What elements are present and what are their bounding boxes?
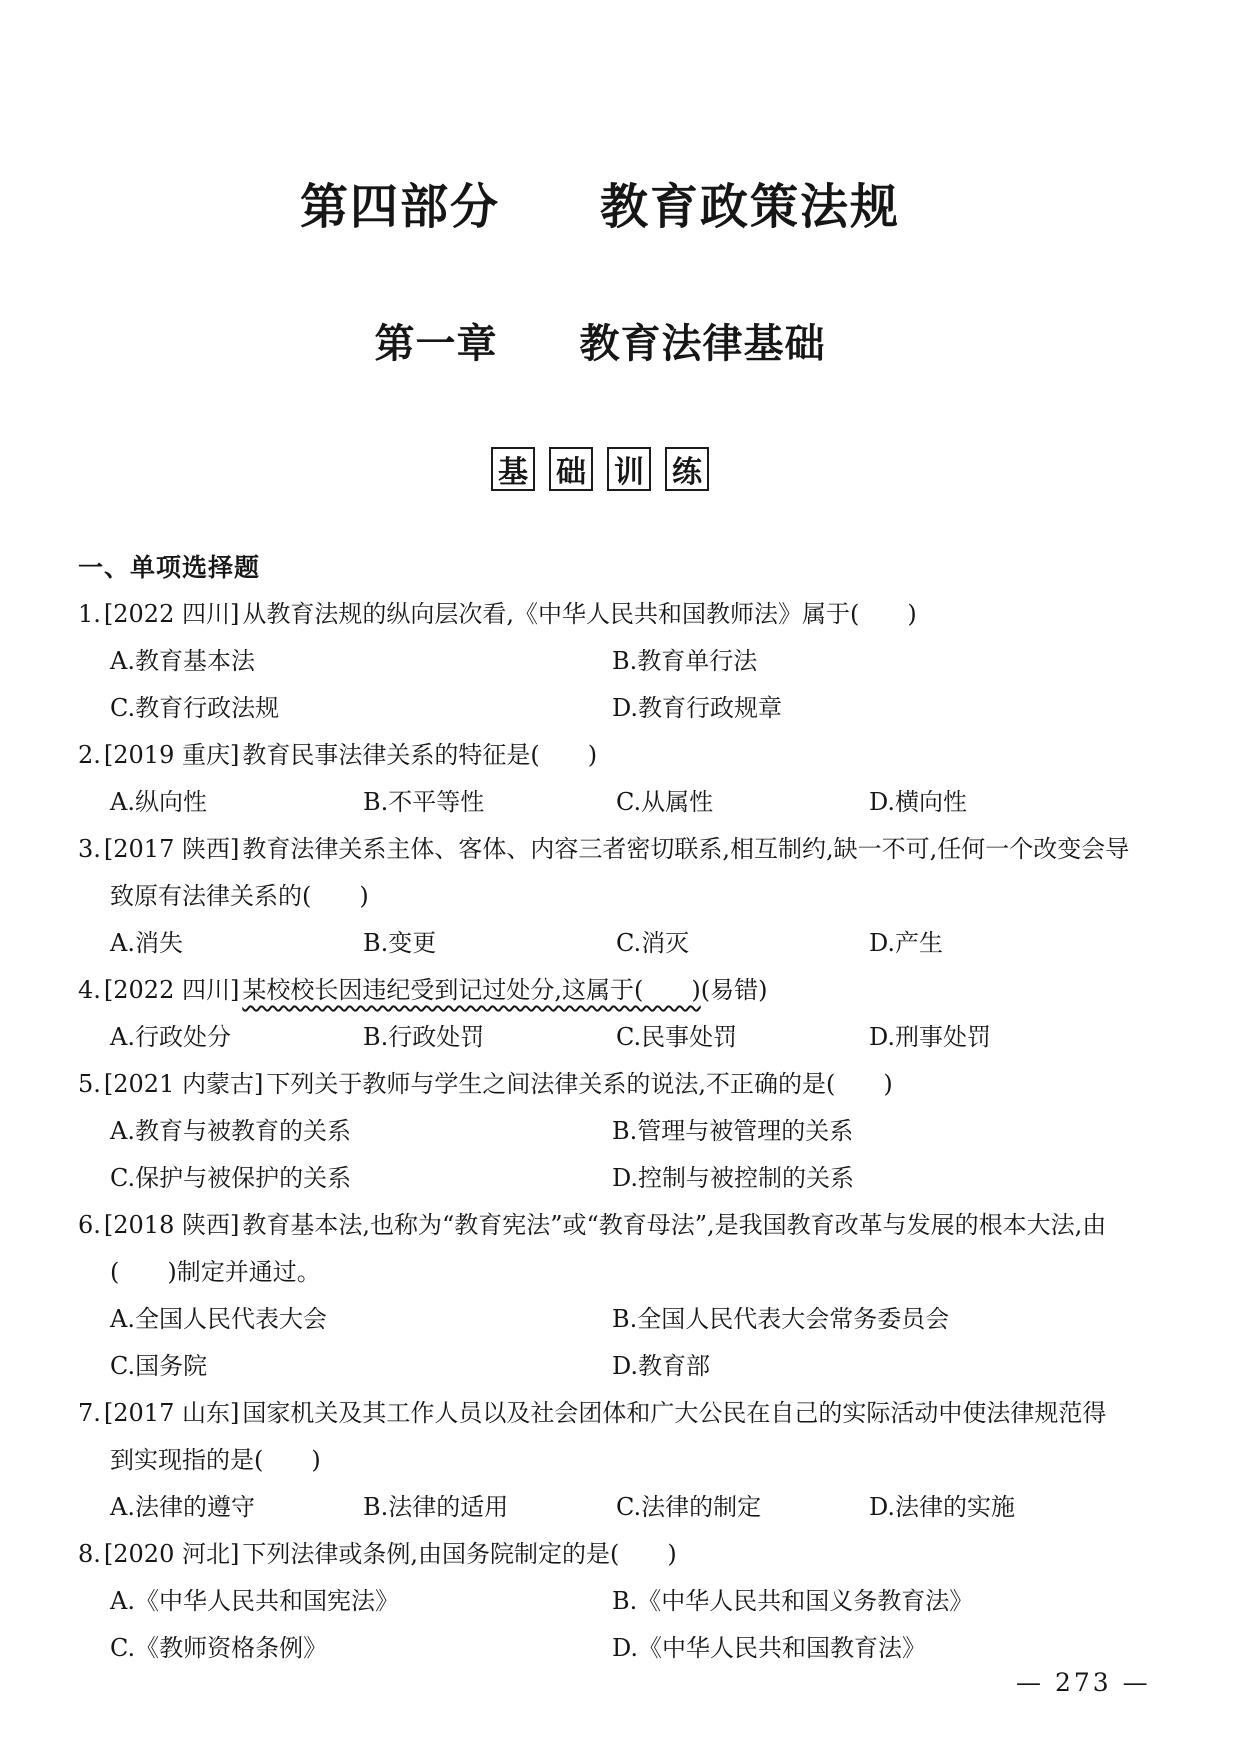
option-a: A.消失: [110, 929, 183, 957]
option-d: D.教育部: [612, 1352, 711, 1380]
option-a: A.教育与被教育的关系: [110, 1117, 351, 1145]
part-title: 第四部分 教育政策法规: [299, 179, 900, 235]
question-number: 4.: [78, 976, 101, 1004]
question-source-tag: [2017 山东]: [103, 1399, 240, 1427]
question-text: 国家机关及其工作人员以及社会团体和广大公民在自己的实际活动中使法律规范得: [242, 1399, 1107, 1427]
question-number: 2.: [78, 741, 101, 769]
question-source-tag: [2020 河北]: [103, 1540, 240, 1568]
question-text: 下列法律或条例,由国务院制定的是( ): [242, 1540, 677, 1568]
badge-char-3: 训: [607, 447, 651, 491]
option-a: A.全国人民代表大会: [110, 1305, 327, 1333]
chapter-title: 第一章 教育法律基础: [374, 320, 826, 367]
options-row: [78, 1014, 1218, 1061]
question-text: 下列关于教师与学生之间法律关系的说法,不正确的是( ): [266, 1070, 893, 1098]
question-number: 5.: [78, 1070, 101, 1098]
question-source-tag: [2017 陕西]: [103, 835, 240, 863]
section-badge: [0, 447, 1200, 491]
question-2: [78, 732, 1218, 826]
option-d: D.法律的实施: [869, 1493, 1016, 1521]
question-stem: [78, 967, 1218, 1014]
question-stem: [78, 1531, 1218, 1578]
option-b: B.行政处罚: [363, 1023, 485, 1051]
question-stem: [78, 732, 1218, 779]
question-number: 1.: [78, 600, 101, 628]
option-b: B.教育单行法: [612, 647, 758, 675]
question-note: (易错): [700, 976, 768, 1004]
options-row: [78, 1296, 1218, 1343]
question-source-tag: [2022 四川]: [103, 976, 240, 1004]
option-d: D.控制与被控制的关系: [612, 1164, 855, 1192]
options-row: [78, 1108, 1218, 1155]
option-b: B.全国人民代表大会常务委员会: [612, 1305, 950, 1333]
option-b: B.变更: [363, 929, 437, 957]
question-3: [78, 826, 1218, 967]
options-row: [78, 1484, 1218, 1531]
option-c: C.《教师资格条例》: [110, 1634, 328, 1662]
question-number: 7.: [78, 1399, 101, 1427]
question-1: [78, 591, 1218, 732]
option-c: C.法律的制定: [616, 1493, 762, 1521]
question-7: [78, 1390, 1218, 1531]
badge-char-1: 基: [491, 447, 535, 491]
options-row: [78, 1625, 1218, 1672]
question-5: [78, 1061, 1218, 1202]
option-d: D.刑事处罚: [869, 1023, 992, 1051]
question-stem: [78, 1202, 1218, 1249]
question-stem-continuation: ( )制定并通过。: [110, 1258, 321, 1286]
option-a: A.《中华人民共和国宪法》: [110, 1587, 399, 1615]
question-stem: [78, 1061, 1218, 1108]
option-b: B.《中华人民共和国义务教育法》: [612, 1587, 974, 1615]
question-text: 教育基本法,也称为“教育宪法”或“教育母法”,是我国教育改革与发展的根本大法,由: [242, 1211, 1107, 1239]
question-4: [78, 967, 1218, 1061]
question-text-underlined: 某校校长因违纪受到记过处分,这属于( ): [242, 976, 701, 1004]
option-d: D.横向性: [869, 788, 968, 816]
options-row: [78, 638, 1218, 685]
question-text: 教育法律关系主体、客体、内容三者密切联系,相互制约,缺一不可,任何一个改变会导: [242, 835, 1130, 863]
questions-area: [78, 544, 1218, 1672]
question-stem: [78, 1390, 1218, 1437]
question-stem-continuation: 致原有法律关系的( ): [110, 882, 369, 910]
question-stem-continuation: 到实现指的是( ): [110, 1446, 321, 1474]
options-row: [78, 779, 1218, 826]
question-text: 教育民事法律关系的特征是( ): [242, 741, 598, 769]
option-c: C.保护与被保护的关系: [110, 1164, 352, 1192]
option-d: D.教育行政规章: [612, 694, 783, 722]
option-d: D.产生: [869, 929, 944, 957]
page-number: — 273 —: [1016, 1668, 1151, 1697]
option-b: B.法律的适用: [363, 1493, 509, 1521]
question-number: 3.: [78, 835, 101, 863]
options-row: [78, 1343, 1218, 1390]
option-c: C.国务院: [110, 1352, 208, 1380]
option-c: C.从属性: [616, 788, 714, 816]
question-number: 8.: [78, 1540, 101, 1568]
question-source-tag: [2021 内蒙古]: [103, 1070, 264, 1098]
badge-char-2: 础: [549, 447, 593, 491]
option-c: C.民事处罚: [616, 1023, 738, 1051]
option-a: A.法律的遵守: [110, 1493, 255, 1521]
question-stem: [78, 826, 1218, 873]
badge-char-4: 练: [665, 447, 709, 491]
question-6: [78, 1202, 1218, 1390]
option-a: A.纵向性: [110, 788, 207, 816]
options-row: [78, 1578, 1218, 1625]
option-c: C.消灭: [616, 929, 690, 957]
option-b: B.不平等性: [363, 788, 485, 816]
options-row: [78, 1155, 1218, 1202]
question-stem: [78, 591, 1218, 638]
section-heading: 一、单项选择题: [78, 553, 261, 582]
question-source-tag: [2018 陕西]: [103, 1211, 240, 1239]
options-row: [78, 920, 1218, 967]
option-a: A.行政处分: [110, 1023, 231, 1051]
option-a: A.教育基本法: [110, 647, 255, 675]
options-row: [78, 685, 1218, 732]
question-source-tag: [2022 四川]: [103, 600, 240, 628]
question-text: 从教育法规的纵向层次看,《中华人民共和国教师法》属于( ): [242, 600, 917, 628]
question-number: 6.: [78, 1211, 101, 1239]
option-c: C.教育行政法规: [110, 694, 280, 722]
question-8: [78, 1531, 1218, 1672]
option-d: D.《中华人民共和国教育法》: [612, 1634, 927, 1662]
option-b: B.管理与被管理的关系: [612, 1117, 854, 1145]
question-source-tag: [2019 重庆]: [103, 741, 240, 769]
